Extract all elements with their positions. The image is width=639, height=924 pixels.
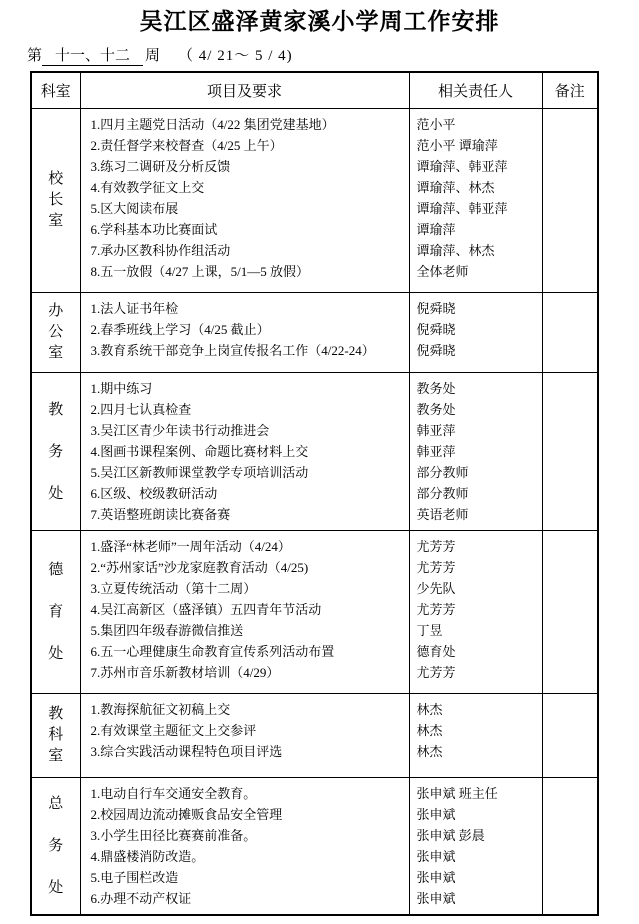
item-text: 6.学科基本功比赛面试 — [90, 222, 218, 237]
item-text: 8.五一放假（4/27 上课，5/1—5 放假） — [90, 264, 309, 279]
header-row — [31, 72, 598, 109]
department-cell — [31, 373, 80, 531]
person-text: 范小平 谭瑜萍 — [416, 138, 498, 153]
person-text: 尤芳芳 — [416, 560, 456, 575]
persons-cell — [409, 109, 542, 293]
person-text: 林杰 — [416, 744, 443, 759]
item-text: 1.电动自行车交通安全教育。 — [90, 786, 257, 801]
item-text: 2.校园周边流动摊贩食品安全管理 — [90, 807, 283, 822]
item-text: 3.立夏传统活动（第十二周） — [90, 581, 257, 596]
person-text: 尤芳芳 — [416, 602, 456, 617]
item-text: 1.四月主题党日活动（4/22 集团党建基地） — [90, 117, 335, 132]
person-text: 林杰 — [416, 723, 443, 738]
table-row-logistics — [31, 778, 598, 916]
person-text: 谭瑜萍、林杰 — [416, 243, 495, 258]
item-text: 4.图画书课程案例、命题比赛材料上交 — [90, 444, 309, 459]
person-text: 英语老师 — [416, 507, 469, 522]
table-row-academic-affairs — [31, 373, 598, 531]
person-text: 德育处 — [416, 644, 456, 659]
item-text: 4.有效教学征文上交 — [90, 180, 205, 195]
department-name: 教 科 室 — [48, 706, 64, 764]
week-line — [27, 44, 639, 66]
person-text: 谭瑜萍、韩亚萍 — [416, 201, 508, 216]
item-text: 4.鼎盛楼消防改造。 — [90, 849, 205, 864]
week-prefix: 第 — [27, 48, 43, 64]
table-row-teaching-research — [31, 694, 598, 778]
person-text: 张申斌 — [416, 891, 456, 906]
person-text: 范小平 — [416, 117, 456, 132]
department-cell — [31, 694, 80, 778]
persons-cell — [409, 293, 542, 373]
person-text: 丁昱 — [416, 623, 443, 638]
item-text: 3.小学生田径比赛赛前准备。 — [90, 828, 257, 843]
person-text: 谭瑜萍、林杰 — [416, 180, 495, 195]
item-text: 7.苏州市音乐新教材培训（4/29） — [90, 665, 280, 680]
items-cell — [80, 373, 409, 531]
person-text: 谭瑜萍 — [416, 222, 456, 237]
item-text: 1.盛泽“林老师”一周年活动（4/24） — [90, 539, 291, 554]
remark-cell — [542, 694, 598, 778]
table-row-principal-office — [31, 109, 598, 293]
week-suffix: 周 — [145, 48, 161, 64]
department-name: 校 长 室 — [48, 171, 64, 229]
item-text: 7.英语整班朗读比赛备赛 — [90, 507, 231, 522]
persons-cell — [409, 373, 542, 531]
header-department: 科室 — [31, 72, 80, 109]
person-text: 韩亚萍 — [416, 444, 456, 459]
remark-cell — [542, 778, 598, 916]
page-title: 吴江区盛泽黄家溪小学周工作安排 — [139, 8, 500, 34]
person-text: 倪舜晓 — [416, 322, 456, 337]
department-cell — [31, 293, 80, 373]
date-range: （ 4/ 21～ 5 / 4) — [178, 48, 293, 64]
person-text: 少先队 — [416, 581, 456, 596]
department-name: 德 育 处 — [48, 562, 64, 662]
items-cell — [80, 694, 409, 778]
item-text: 6.五一心理健康生命教育宣传系列活动布置 — [90, 644, 335, 659]
item-text: 2.“苏州家话”沙龙家庭教育活动（4/25) — [90, 560, 309, 575]
persons-cell — [409, 778, 542, 916]
work-schedule-table — [30, 71, 599, 916]
person-text: 教务处 — [416, 381, 456, 396]
item-text: 5.集团四年级春游微信推送 — [90, 623, 244, 638]
item-text: 6.办理不动产权证 — [90, 891, 192, 906]
item-text: 1.教海探航征文初稿上交 — [90, 702, 231, 717]
remark-cell — [542, 531, 598, 694]
person-text: 谭瑜萍、韩亚萍 — [416, 159, 508, 174]
person-text: 尤芳芳 — [416, 665, 456, 680]
week-number: 十一、十二 — [42, 44, 143, 66]
items-cell — [80, 293, 409, 373]
person-text: 张申斌 班主任 — [416, 786, 498, 801]
remark-cell — [542, 293, 598, 373]
department-name: 教 务 处 — [48, 401, 64, 502]
persons-cell — [409, 531, 542, 694]
item-text: 3.教育系统干部竞争上岗宣传报名工作（4/22-24） — [90, 343, 375, 358]
item-text: 2.责任督学来校督查（4/25 上午） — [90, 138, 283, 153]
item-text: 2.春季班线上学习（4/25 截止） — [90, 322, 270, 337]
items-cell — [80, 531, 409, 694]
person-text: 全体老师 — [416, 264, 469, 279]
person-text: 倪舜晓 — [416, 343, 456, 358]
person-text: 张申斌 — [416, 870, 456, 885]
item-text: 5.吴江区新教师课堂教学专项培训活动 — [90, 465, 309, 480]
person-text: 张申斌 — [416, 849, 456, 864]
remark-cell — [542, 109, 598, 293]
item-text: 3.综合实践活动课程特色项目评选 — [90, 744, 283, 759]
persons-cell — [409, 694, 542, 778]
person-text: 张申斌 彭晨 — [416, 828, 485, 843]
department-cell — [31, 778, 80, 916]
item-text: 2.四月七认真检查 — [90, 402, 192, 417]
department-name: 总 务 处 — [48, 796, 64, 896]
department-cell — [31, 531, 80, 694]
item-text: 5.电子围栏改造 — [90, 870, 179, 885]
header-remarks: 备注 — [542, 72, 598, 109]
person-text: 尤芳芳 — [416, 539, 456, 554]
header-projects: 项目及要求 — [80, 72, 409, 109]
item-text: 2.有效课堂主题征文上交参评 — [90, 723, 257, 738]
table-row-general-office — [31, 293, 598, 373]
item-text: 5.区大阅读布展 — [90, 201, 179, 216]
person-text: 张申斌 — [416, 807, 456, 822]
person-text: 部分教师 — [416, 465, 469, 480]
item-text: 1.法人证书年检 — [90, 301, 179, 316]
item-text: 3.吴江区青少年读书行动推进会 — [90, 423, 270, 438]
item-text: 6.区级、校级教研活动 — [90, 486, 218, 501]
item-text: 1.期中练习 — [90, 381, 153, 396]
items-cell — [80, 778, 409, 916]
person-text: 林杰 — [416, 702, 443, 717]
person-text: 教务处 — [416, 402, 456, 417]
person-text: 倪舜晓 — [416, 301, 456, 316]
header-responsible: 相关责任人 — [409, 72, 542, 109]
item-text: 3.练习二调研及分析反馈 — [90, 159, 231, 174]
items-cell — [80, 109, 409, 293]
department-cell — [31, 109, 80, 293]
item-text: 7.承办区教科协作组活动 — [90, 243, 231, 258]
department-name: 办 公 室 — [48, 303, 64, 361]
remark-cell — [542, 373, 598, 531]
table-row-moral-education — [31, 531, 598, 694]
item-text: 4.吴江高新区（盛泽镇）五四青年节活动 — [90, 602, 322, 617]
person-text: 部分教师 — [416, 486, 469, 501]
person-text: 韩亚萍 — [416, 423, 456, 438]
